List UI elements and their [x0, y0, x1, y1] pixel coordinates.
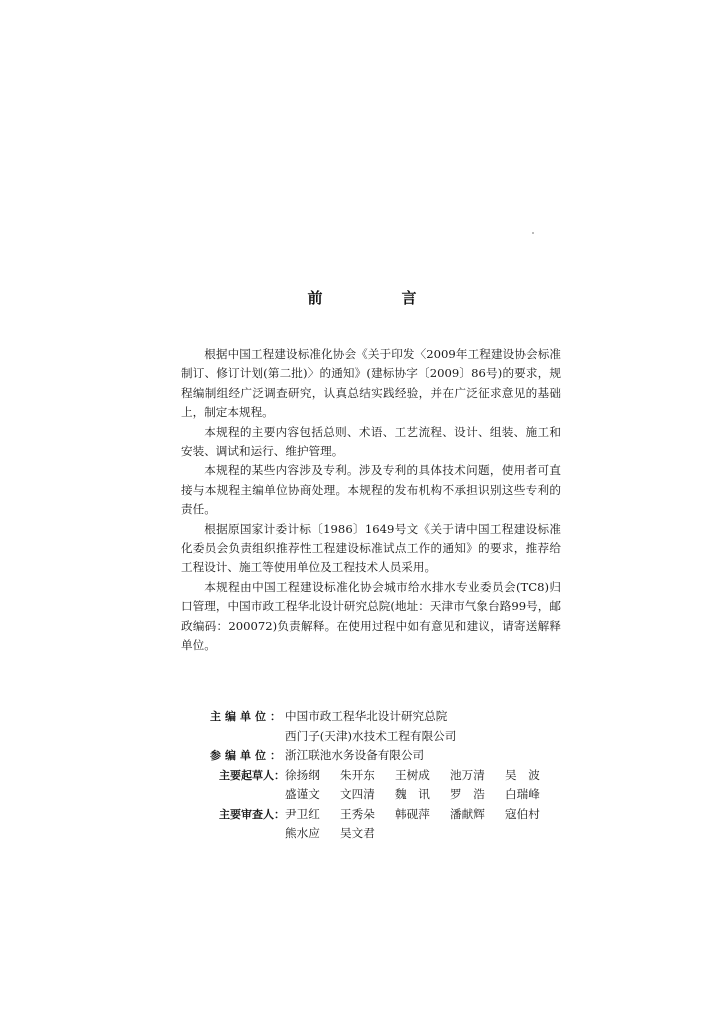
reviewer-name: 王秀朵: [340, 806, 375, 821]
chief-editor-values: [285, 707, 561, 746]
drafter-name: 吴 波: [505, 767, 540, 782]
foreword-body: [181, 345, 561, 656]
chief-editor-label: 主编单位：: [210, 710, 285, 723]
paragraph-5: 本规程由中国工程建设标准化协会城市给水排水专业委员会(TC8)归口管理，中国市政工程华北设计研究总院(地址：天津市气象台路99号，邮政编码：200072)负责解释。在使用过程中如有意见和建议，请寄送解释单位。: [181, 579, 561, 653]
reviewer-name: 吴文君: [340, 826, 375, 840]
participating-values: [285, 746, 561, 766]
paragraph-3: 本规程的某些内容涉及专利。涉及专利的具体技术问题，使用者可直接与本规程主编单位协商处理。本规程的发布机构不承担识别这些专利的责任。: [181, 463, 561, 517]
participating-unit: 浙江联池水务设备有限公司: [285, 748, 425, 762]
participating-row: [181, 746, 561, 766]
paragraph-2: 本规程的主要内容包括总则、术语、工艺流程、设计、组装、施工和安装、调试和运行、维护管理。: [181, 424, 561, 459]
reviewers-row: [181, 805, 561, 844]
chief-editor-row: [181, 707, 561, 746]
reviewer-name: 潘献辉: [450, 806, 485, 821]
page-title: 前 言: [307, 289, 449, 307]
drafter-name: 池万清: [450, 767, 485, 782]
reviewers-label: 主要审查人：: [219, 807, 285, 821]
drafters-label: 主要起草人：: [219, 768, 285, 782]
chief-editor-unit: 中国市政工程华北设计研究总院: [285, 709, 448, 723]
paragraph-1: 根据中国工程建设标准化协会《关于印发〈2009年工程建设协会标准制订、修订计划(第二批)〉的通知》(建标协字〔2009〕86号)的要求，规程编制组经广泛调查研究，认真总结实践经验，并在广泛征求意见的基础上，制定本规程。: [181, 347, 561, 420]
drafter-name: 朱开东: [340, 767, 375, 782]
drafter-name: 文四清: [340, 787, 375, 801]
reviewers-names: [285, 805, 561, 844]
reviewer-name: 韩砚萍: [395, 806, 430, 821]
drafter-name: 盛谨文: [285, 787, 320, 801]
reviewer-name: 熊水应: [285, 826, 320, 840]
drafters-names: [285, 766, 561, 805]
drafter-name: 白瑞峰: [505, 787, 540, 801]
chief-editor-unit: 西门子(天津)水技术工程有限公司: [285, 728, 457, 743]
drafter-name: 魏 讯: [395, 787, 430, 801]
drafters-row: [181, 766, 561, 805]
drafter-name: 徐扬纲: [285, 767, 320, 782]
reviewer-name: 尹卫红: [285, 806, 320, 821]
drafter-name: 罗 浩: [450, 787, 485, 801]
scan-speck: [532, 232, 534, 234]
participating-label: 参编单位：: [210, 749, 285, 762]
credits-block: [181, 707, 561, 844]
paragraph-4: 根据原国家计委计标〔1986〕1649号文《关于请中国工程建设标准化委员会负责组织推荐性工程建设标准试点工作的通知》的要求，推荐给工程设计、施工等使用单位及工程技术人员采用。: [181, 521, 561, 575]
reviewer-name: 寇伯村: [505, 806, 540, 821]
drafter-name: 王树成: [395, 767, 430, 782]
